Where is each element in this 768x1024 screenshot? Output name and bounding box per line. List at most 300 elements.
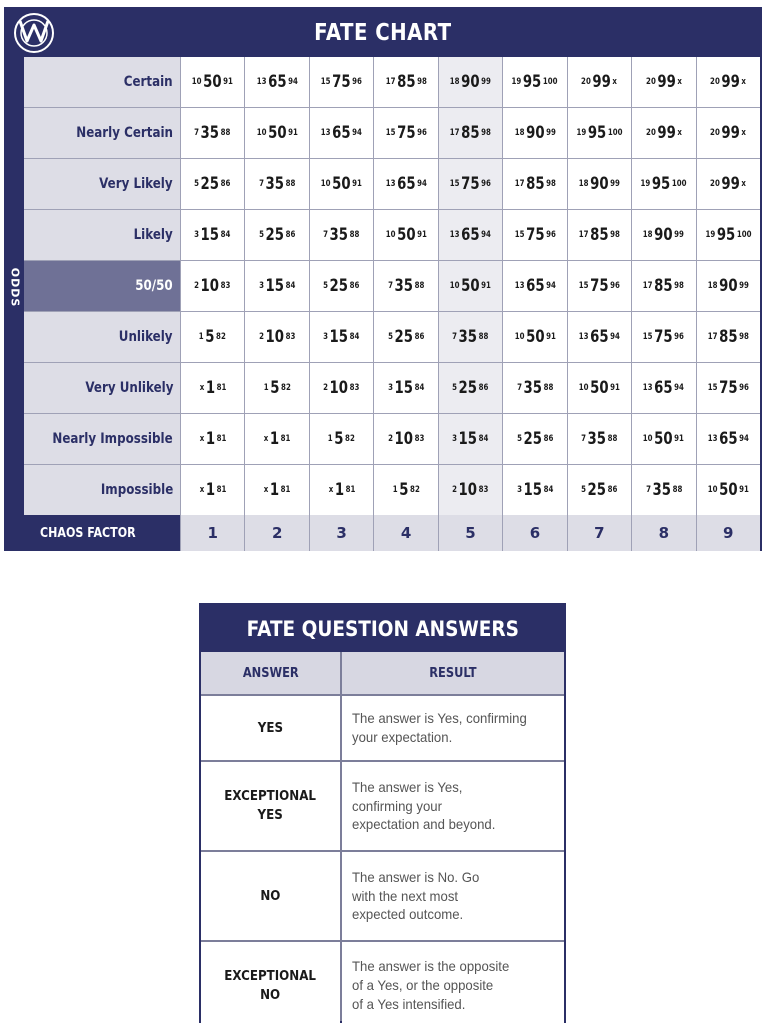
fate-cell-target: 50 bbox=[654, 429, 674, 449]
fate-cell-target: 25 bbox=[587, 480, 607, 500]
fate-cell-exceptional-yes: 15 bbox=[385, 128, 396, 138]
fate-cell bbox=[632, 57, 695, 107]
fate-cell-exceptional-yes: 18 bbox=[643, 230, 654, 240]
fate-cell-exceptional-no: 99 bbox=[545, 128, 556, 138]
answer-name: YES bbox=[201, 696, 340, 760]
fate-cell-target: 99 bbox=[657, 123, 676, 143]
fate-cell-target: 1 bbox=[334, 480, 344, 500]
fate-cell-target: 90 bbox=[590, 174, 609, 194]
fate-cell bbox=[310, 312, 373, 362]
fate-cell-exceptional-no: 91 bbox=[287, 128, 298, 138]
fate-cell-target: 65 bbox=[654, 378, 674, 398]
fate-cell-exceptional-no: 82 bbox=[216, 332, 227, 342]
fate-cell-exceptional-yes: 3 bbox=[259, 281, 264, 291]
fate-cell-exceptional-yes: 17 bbox=[643, 281, 654, 291]
fate-cell bbox=[503, 261, 566, 311]
answer-result: The answer is Yes, confirming your expectation. bbox=[342, 696, 564, 760]
fate-cell bbox=[245, 363, 308, 413]
fate-cell-exceptional-yes: 5 bbox=[387, 332, 393, 342]
fate-cell-exceptional-yes: 1 bbox=[263, 383, 269, 393]
fate-cell-exceptional-yes: 17 bbox=[707, 332, 718, 342]
fate-cell bbox=[697, 159, 760, 209]
fate-cell-exceptional-no: 88 bbox=[478, 332, 489, 342]
fate-cell-exceptional-no: 82 bbox=[345, 434, 356, 444]
fate-cell-target: 25 bbox=[265, 225, 284, 245]
fate-cell-exceptional-no: 82 bbox=[280, 383, 291, 393]
fate-cell-exceptional-yes: 3 bbox=[323, 332, 329, 342]
fate-cell-exceptional-yes: 19 bbox=[576, 128, 587, 138]
fate-cell-exceptional-no: 83 bbox=[285, 332, 296, 342]
odds-row-label: Likely bbox=[24, 210, 180, 260]
fate-cell bbox=[245, 465, 308, 515]
fate-cell-target: 50 bbox=[396, 225, 416, 245]
fate-cell-exceptional-no: 96 bbox=[416, 128, 427, 138]
fate-cell-exceptional-yes: 3 bbox=[387, 383, 393, 393]
fate-cell-exceptional-yes: 13 bbox=[707, 434, 718, 444]
fate-cell-exceptional-no: 96 bbox=[739, 383, 749, 393]
fate-cell bbox=[503, 159, 566, 209]
fate-cell bbox=[310, 414, 373, 464]
fate-cell-exceptional-yes: 20 bbox=[710, 179, 721, 189]
fate-cell-exceptional-no: 84 bbox=[349, 332, 360, 342]
fate-cell-exceptional-yes: 13 bbox=[321, 128, 331, 138]
fate-cell-exceptional-no: 84 bbox=[414, 383, 425, 393]
fate-cell bbox=[245, 159, 308, 209]
fate-cell-exceptional-no: 94 bbox=[674, 383, 685, 393]
fate-cell-target: 85 bbox=[461, 123, 480, 143]
fate-cell-target: 95 bbox=[587, 123, 607, 143]
fate-cell-exceptional-no: 88 bbox=[221, 128, 231, 138]
fate-cell bbox=[503, 414, 566, 464]
fate-cell-target: 90 bbox=[719, 276, 738, 296]
fate-cell-exceptional-no: 98 bbox=[545, 179, 556, 189]
fate-cell-exceptional-no: 81 bbox=[216, 434, 227, 444]
fate-cell-exceptional-yes: x bbox=[199, 383, 204, 393]
fate-cell-exceptional-yes: 19 bbox=[705, 230, 716, 240]
odds-row-label: Certain bbox=[24, 57, 180, 107]
fate-cell-target: 1 bbox=[205, 480, 215, 500]
fate-cell-exceptional-no: 86 bbox=[414, 332, 425, 342]
fate-cell-target: 35 bbox=[329, 225, 349, 245]
fate-cell bbox=[632, 159, 695, 209]
fate-cell bbox=[245, 414, 308, 464]
fate-cell-target: 50 bbox=[525, 327, 545, 347]
fate-cell-exceptional-yes: 10 bbox=[578, 383, 589, 393]
odds-row-label: Nearly Certain bbox=[24, 108, 180, 158]
fate-cell-exceptional-no: 82 bbox=[409, 485, 420, 495]
answer-result: The answer is the opposite of a Yes, or the opposite of a Yes intensified. bbox=[342, 942, 564, 1024]
fate-cell-target: 99 bbox=[657, 72, 676, 92]
answer-name: NO bbox=[201, 852, 340, 940]
fate-cell-target: 10 bbox=[394, 429, 413, 449]
fate-cell-exceptional-yes: 1 bbox=[328, 434, 333, 444]
fate-cell-exceptional-yes: 13 bbox=[449, 230, 460, 240]
fate-cell-exceptional-no: 83 bbox=[414, 434, 425, 444]
fate-cell-exceptional-yes: 19 bbox=[511, 77, 522, 87]
fate-cell bbox=[697, 465, 760, 515]
fate-cell-exceptional-no: 91 bbox=[739, 485, 749, 495]
fate-cell-exceptional-no: 94 bbox=[287, 77, 298, 87]
answer-name: EXCEPTIONAL YES bbox=[201, 762, 340, 850]
fate-cell bbox=[181, 261, 244, 311]
fate-cell-exceptional-no: 84 bbox=[221, 230, 231, 240]
fate-cell bbox=[374, 261, 437, 311]
fate-cell-exceptional-no: 94 bbox=[739, 434, 749, 444]
fate-cell-exceptional-no: 98 bbox=[416, 77, 427, 87]
fate-cell bbox=[181, 363, 244, 413]
fate-cell bbox=[568, 261, 631, 311]
fate-cell-exceptional-no: 88 bbox=[285, 179, 296, 189]
fate-cell bbox=[310, 159, 373, 209]
fate-cell-target: 65 bbox=[719, 429, 738, 449]
fate-cell bbox=[503, 465, 566, 515]
fate-chart-header bbox=[6, 9, 760, 57]
fate-cell-exceptional-no: 84 bbox=[478, 434, 489, 444]
result-column-header: RESULT bbox=[342, 652, 564, 694]
fate-cell-exceptional-no: 88 bbox=[607, 434, 618, 444]
fate-cell-exceptional-no: 98 bbox=[481, 128, 492, 138]
fate-cell-exceptional-yes: x bbox=[263, 485, 269, 495]
odds-row-label: Unlikely bbox=[24, 312, 180, 362]
fate-cell-exceptional-yes: x bbox=[328, 485, 333, 495]
fate-cell-target: 99 bbox=[721, 174, 741, 194]
fate-cell bbox=[439, 108, 502, 158]
fate-cell bbox=[310, 210, 373, 260]
fate-cell-exceptional-no: x bbox=[741, 128, 747, 138]
fate-cell-exceptional-yes: 13 bbox=[578, 332, 589, 342]
fate-cell-target: 65 bbox=[396, 174, 416, 194]
fate-cell-exceptional-no: 83 bbox=[221, 281, 231, 291]
fate-cell bbox=[310, 261, 373, 311]
fate-cell-exceptional-no: 98 bbox=[610, 230, 620, 240]
fate-cell-target: 5 bbox=[334, 429, 344, 449]
fate-cell bbox=[439, 210, 502, 260]
fate-cell-exceptional-yes: 5 bbox=[323, 281, 329, 291]
fate-chart-title: FATE CHART bbox=[314, 20, 452, 46]
fate-cell-exceptional-no: 86 bbox=[285, 230, 296, 240]
fate-cell-exceptional-no: 99 bbox=[481, 77, 492, 87]
fate-cell bbox=[374, 465, 437, 515]
fate-cell bbox=[568, 465, 631, 515]
fate-cell-exceptional-yes: 10 bbox=[449, 281, 460, 291]
fate-cell-exceptional-no: 88 bbox=[349, 230, 360, 240]
fate-cell-exceptional-yes: 18 bbox=[707, 281, 718, 291]
fate-cell-target: 15 bbox=[523, 480, 542, 500]
fate-cell-exceptional-yes: 7 bbox=[194, 128, 200, 138]
fate-cell-exceptional-no: 94 bbox=[352, 128, 363, 138]
fate-cell-exceptional-yes: 7 bbox=[323, 230, 329, 240]
fate-cell-target: 75 bbox=[525, 225, 545, 245]
fate-cell-exceptional-yes: 10 bbox=[514, 332, 525, 342]
fate-cell bbox=[439, 312, 502, 362]
fate-cell bbox=[181, 312, 244, 362]
fate-cell-exceptional-yes: 15 bbox=[514, 230, 525, 240]
fate-cell-exceptional-no: 94 bbox=[416, 179, 427, 189]
fate-cell bbox=[181, 57, 244, 107]
fate-cell-exceptional-yes: 2 bbox=[452, 485, 458, 495]
fate-cell-target: 1 bbox=[269, 429, 280, 449]
odds-row-label: Very Likely bbox=[24, 159, 180, 209]
chaos-factor-value: 9 bbox=[697, 515, 760, 551]
fate-cell bbox=[374, 57, 437, 107]
fate-cell-exceptional-no: 100 bbox=[607, 128, 623, 138]
fate-cell-target: 99 bbox=[721, 123, 741, 143]
fate-cell-exceptional-yes: 7 bbox=[387, 281, 393, 291]
fate-cell bbox=[310, 108, 373, 158]
fate-cell-exceptional-yes: 7 bbox=[645, 485, 651, 495]
fate-cell-exceptional-yes: 15 bbox=[449, 179, 460, 189]
fate-cell-exceptional-yes: 18 bbox=[578, 179, 589, 189]
fate-cell-exceptional-no: x bbox=[677, 77, 682, 87]
fate-cell-target: 90 bbox=[654, 225, 674, 245]
fate-cell-exceptional-no: 83 bbox=[478, 485, 489, 495]
fate-cell-exceptional-yes: 7 bbox=[581, 434, 587, 444]
fate-cell-target: 10 bbox=[458, 480, 478, 500]
fate-cell bbox=[568, 57, 631, 107]
fate-cell-target: 25 bbox=[329, 276, 349, 296]
answer-result: The answer is Yes, confirming your expectation and beyond. bbox=[342, 762, 564, 850]
fate-cell-target: 1 bbox=[269, 480, 280, 500]
fate-cell bbox=[245, 312, 308, 362]
fate-cell bbox=[439, 363, 502, 413]
fate-cell-target: 10 bbox=[265, 327, 284, 347]
fate-cell bbox=[181, 465, 244, 515]
fate-cell-exceptional-no: 96 bbox=[481, 179, 492, 189]
fate-cell-target: 95 bbox=[652, 174, 671, 194]
fate-cell-exceptional-yes: 2 bbox=[259, 332, 264, 342]
fate-cell-target: 75 bbox=[654, 327, 674, 347]
fate-cell-target: 5 bbox=[270, 378, 280, 398]
fate-cell bbox=[697, 261, 760, 311]
fate-cell bbox=[374, 363, 437, 413]
fate-cell-exceptional-no: 91 bbox=[223, 77, 234, 87]
fate-cell-exceptional-no: 91 bbox=[674, 434, 685, 444]
fate-cell-exceptional-yes: x bbox=[199, 434, 204, 444]
fate-cell-target: 75 bbox=[719, 378, 738, 398]
chaos-factor-label: CHAOS FACTOR bbox=[6, 515, 180, 551]
fate-cell-exceptional-yes: 20 bbox=[581, 77, 592, 87]
fate-cell-target: 50 bbox=[332, 174, 351, 194]
fate-cell-target: 35 bbox=[587, 429, 607, 449]
fate-cell-exceptional-yes: 3 bbox=[194, 230, 200, 240]
fate-cell bbox=[697, 108, 760, 158]
fate-cell-exceptional-no: 86 bbox=[543, 434, 554, 444]
fate-cell bbox=[245, 210, 308, 260]
odds-row-label: 50/50 bbox=[24, 261, 180, 311]
fate-cell-exceptional-no: 81 bbox=[216, 383, 227, 393]
fate-cell bbox=[503, 57, 566, 107]
fate-cell-exceptional-no: 81 bbox=[280, 485, 291, 495]
fate-cell bbox=[568, 312, 631, 362]
fate-cell bbox=[439, 57, 502, 107]
fate-cell-target: 5 bbox=[205, 327, 215, 347]
fate-cell-target: 5 bbox=[398, 480, 409, 500]
fate-cell-exceptional-no: 94 bbox=[610, 332, 620, 342]
fate-cell-target: 10 bbox=[329, 378, 349, 398]
fate-cell-target: 25 bbox=[458, 378, 478, 398]
fate-cell-exceptional-no: 86 bbox=[221, 179, 231, 189]
fate-cell-exceptional-yes: 15 bbox=[321, 77, 331, 87]
fate-cell-exceptional-no: 91 bbox=[610, 383, 620, 393]
fate-cell-target: 99 bbox=[592, 72, 612, 92]
fate-cell bbox=[697, 57, 760, 107]
fate-cell-target: 25 bbox=[523, 429, 542, 449]
fate-cell bbox=[181, 108, 244, 158]
fate-cell-exceptional-yes: 3 bbox=[516, 485, 522, 495]
fate-cell bbox=[632, 312, 695, 362]
fate-cell-target: 10 bbox=[201, 276, 220, 296]
fate-cell-exceptional-no: 91 bbox=[545, 332, 556, 342]
fate-cell-exceptional-yes: 13 bbox=[256, 77, 267, 87]
fate-cell-target: 65 bbox=[590, 327, 609, 347]
fate-cell bbox=[568, 210, 631, 260]
fate-cell-exceptional-yes: 5 bbox=[259, 230, 264, 240]
fate-cell bbox=[439, 465, 502, 515]
fate-cell bbox=[568, 159, 631, 209]
fate-cell bbox=[632, 465, 695, 515]
fate-cell bbox=[697, 363, 760, 413]
fate-cell-target: 35 bbox=[265, 174, 284, 194]
fate-cell-target: 50 bbox=[590, 378, 609, 398]
fate-chart bbox=[4, 7, 762, 551]
fate-cell-target: 15 bbox=[201, 225, 220, 245]
fate-cell-target: 25 bbox=[201, 174, 220, 194]
fate-cell-exceptional-yes: 15 bbox=[707, 383, 718, 393]
fate-cell bbox=[632, 363, 695, 413]
answers-grid bbox=[201, 652, 564, 1021]
fate-cell bbox=[568, 363, 631, 413]
fate-cell-exceptional-yes: 2 bbox=[323, 383, 329, 393]
fate-cell-target: 65 bbox=[525, 276, 545, 296]
fate-cell-exceptional-no: 91 bbox=[481, 281, 492, 291]
fate-cell bbox=[697, 414, 760, 464]
fate-cell-target: 25 bbox=[394, 327, 413, 347]
fate-cell-exceptional-no: 98 bbox=[739, 332, 749, 342]
fate-cell-exceptional-yes: 19 bbox=[640, 179, 651, 189]
chaos-factor-value: 8 bbox=[632, 515, 695, 551]
chaos-factor-value: 4 bbox=[374, 515, 437, 551]
fate-cell-target: 65 bbox=[461, 225, 480, 245]
fate-cell-target: 15 bbox=[265, 276, 284, 296]
fate-cell-exceptional-yes: 17 bbox=[449, 128, 460, 138]
fate-cell-target: 35 bbox=[458, 327, 478, 347]
fate-cell bbox=[245, 57, 308, 107]
fate-cell-exceptional-no: 96 bbox=[545, 230, 556, 240]
fate-cell-exceptional-yes: 10 bbox=[707, 485, 718, 495]
fate-cell bbox=[374, 312, 437, 362]
fate-cell-target: 15 bbox=[394, 378, 413, 398]
fate-cell bbox=[181, 210, 244, 260]
fate-cell-exceptional-yes: 3 bbox=[452, 434, 458, 444]
fate-cell-exceptional-no: 88 bbox=[543, 383, 554, 393]
fate-cell-target: 65 bbox=[267, 72, 287, 92]
fate-cell-exceptional-yes: 13 bbox=[514, 281, 525, 291]
fate-cell bbox=[632, 108, 695, 158]
fate-cell bbox=[439, 159, 502, 209]
fate-cell bbox=[503, 210, 566, 260]
fate-cell-target: 95 bbox=[716, 225, 736, 245]
chaos-factor-value: 2 bbox=[245, 515, 308, 551]
fate-cell-exceptional-no: 98 bbox=[674, 281, 685, 291]
fate-cell bbox=[181, 159, 244, 209]
fate-cell-exceptional-no: 96 bbox=[674, 332, 685, 342]
fate-cell-exceptional-yes: 20 bbox=[645, 77, 656, 87]
fate-cell-exceptional-no: 96 bbox=[610, 281, 620, 291]
fate-cell-target: 50 bbox=[719, 480, 738, 500]
answer-result: The answer is No. Go with the next most expected outcome. bbox=[342, 852, 564, 940]
fate-cell-exceptional-no: 86 bbox=[607, 485, 618, 495]
odds-label: ODDS bbox=[8, 267, 22, 307]
chaos-factor-value: 7 bbox=[568, 515, 631, 551]
fate-cell-target: 50 bbox=[203, 72, 222, 92]
answer-name: EXCEPTIONAL NO bbox=[201, 942, 340, 1024]
fate-cell bbox=[503, 312, 566, 362]
fate-cell-exceptional-no: 84 bbox=[285, 281, 296, 291]
fate-cell-exceptional-yes: x bbox=[263, 434, 269, 444]
fate-cell-exceptional-yes: 10 bbox=[643, 434, 654, 444]
fate-cell bbox=[310, 57, 373, 107]
fate-cell-target: 75 bbox=[332, 72, 351, 92]
fate-cell-exceptional-yes: 7 bbox=[452, 332, 458, 342]
fate-cell-target: 1 bbox=[205, 378, 215, 398]
fate-cell bbox=[181, 414, 244, 464]
fate-cell bbox=[310, 465, 373, 515]
fate-cell bbox=[697, 210, 760, 260]
fate-cell bbox=[439, 261, 502, 311]
fate-cell bbox=[568, 414, 631, 464]
fate-cell bbox=[374, 414, 437, 464]
answers-title: FATE QUESTION ANSWERS bbox=[246, 616, 519, 641]
fate-cell-exceptional-no: 91 bbox=[352, 179, 363, 189]
fate-cell-exceptional-yes: 5 bbox=[516, 434, 522, 444]
fate-cell-target: 15 bbox=[458, 429, 478, 449]
fate-cell-exceptional-yes: 15 bbox=[578, 281, 589, 291]
chaos-factor-value: 5 bbox=[439, 515, 502, 551]
fate-cell-exceptional-yes: 20 bbox=[645, 128, 656, 138]
fate-cell-target: 50 bbox=[461, 276, 480, 296]
chaos-factor-value: 1 bbox=[181, 515, 244, 551]
fate-cell-target: 15 bbox=[329, 327, 349, 347]
fate-cell-target: 85 bbox=[525, 174, 545, 194]
fate-cell-target: 75 bbox=[461, 174, 480, 194]
fate-cell bbox=[568, 108, 631, 158]
fate-cell bbox=[245, 108, 308, 158]
fate-cell-exceptional-yes: 17 bbox=[385, 77, 396, 87]
fate-cell-exceptional-no: 94 bbox=[545, 281, 556, 291]
fate-cell-target: 1 bbox=[205, 429, 215, 449]
fate-cell-exceptional-no: 88 bbox=[672, 485, 682, 495]
fate-cell-exceptional-no: 86 bbox=[478, 383, 489, 393]
fate-cell-exceptional-no: 81 bbox=[280, 434, 291, 444]
fate-cell bbox=[503, 363, 566, 413]
fate-cell-target: 85 bbox=[396, 72, 416, 92]
fate-cell-target: 35 bbox=[523, 378, 542, 398]
fate-cell-exceptional-yes: 10 bbox=[256, 128, 267, 138]
fate-cell-exceptional-yes: 7 bbox=[516, 383, 522, 393]
fate-chart-grid bbox=[24, 57, 760, 515]
fate-cell-target: 85 bbox=[654, 276, 674, 296]
fate-cell bbox=[245, 261, 308, 311]
fate-cell-target: 35 bbox=[394, 276, 413, 296]
fate-cell-target: 75 bbox=[396, 123, 416, 143]
odds-row-label: Very Unlikely bbox=[24, 363, 180, 413]
fate-cell-exceptional-yes: 1 bbox=[199, 332, 205, 342]
fate-cell bbox=[697, 312, 760, 362]
fate-cell-target: 35 bbox=[201, 123, 220, 143]
logo-icon bbox=[12, 11, 56, 55]
fate-cell-target: 65 bbox=[332, 123, 351, 143]
fate-cell-exceptional-yes: 2 bbox=[194, 281, 200, 291]
